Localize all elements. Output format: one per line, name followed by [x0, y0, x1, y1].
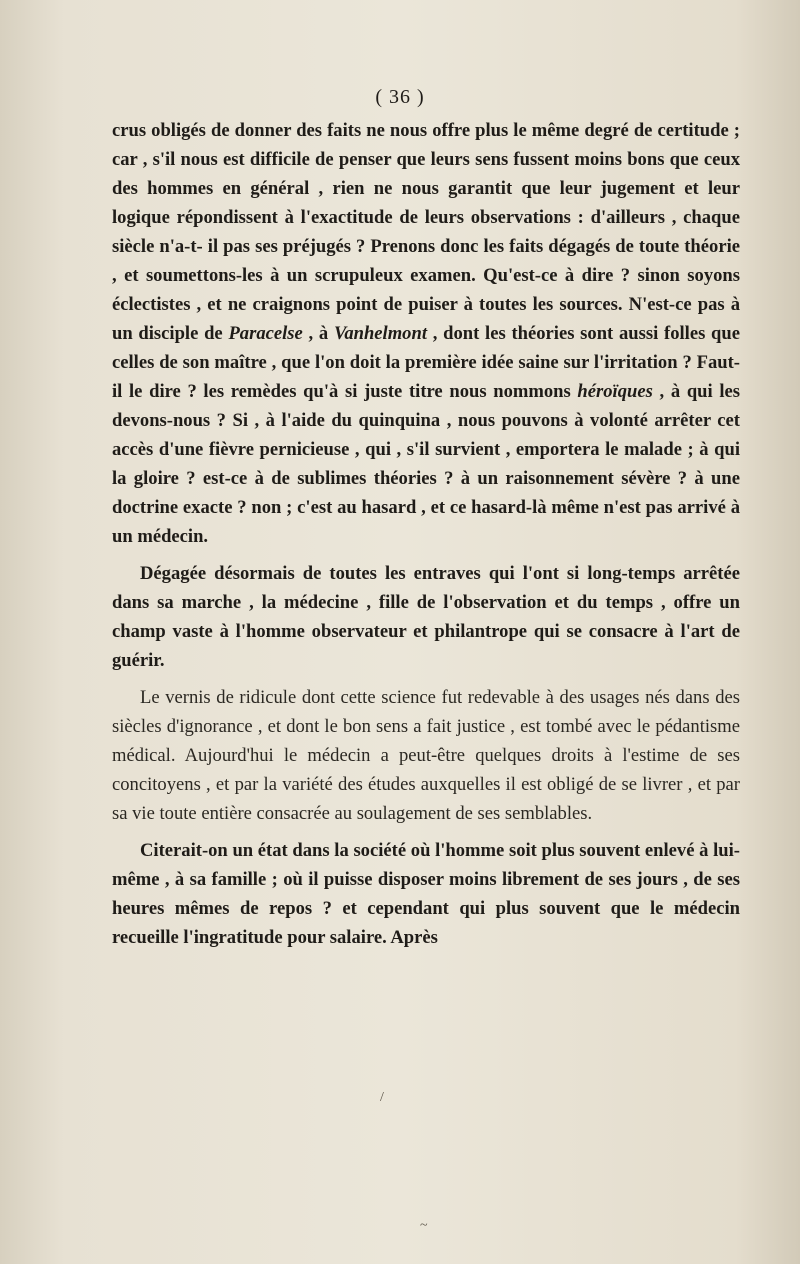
paragraph-4: Citerait-on un état dans la société où l'homme soit plus souvent enlevé à lui-même , à sa famille ; où il puisse disposer moins librement de ses jours , de ses heures mêmes de repos ? et cependant qui plus souvent que le médecin recueille l'ingratitude pour salaire. Après	[112, 840, 740, 948]
paragraph-1-text-b: , à	[302, 323, 334, 344]
paragraph-1-text-d: , à qui les devons-nous ? Si , à l'aide du quinquina , nous pouvons à volonté arrêter cet accès d'une fièvre pernicieuse , qui , s'il survient , emportera le malade ; à qui la gloire ? est-ce à de sublimes théories ? à un raisonnement sévère ? à une doctrine exacte ? non ; c'est au hasard , et ce hasard-là même n'est pas arrivé à un médecin.	[112, 381, 740, 547]
word-heroiques: héroïques	[577, 381, 653, 402]
paragraph-1-text-a: crus obligés de donner des faits ne nous offre plus le même degré de certitude ; car , s'il nous est difficile de penser que leurs sens fussent moins bons que ceux des hommes en général , rien ne nous garantit que leur jugement et leur logique répondissent à l'exactitude de leurs observations : d'ailleurs , chaque siècle n'a-t- il pas ses préjugés ? Prenons donc les faits dégagés de toute théorie , et soumettons-les à un scrupuleux examen. Qu'est-ce à dire ? sinon soyons éclectistes , et ne craignons point de puiser à toutes les sources. N'est-ce pas à un disciple de	[112, 120, 740, 344]
ink-speck: ~	[420, 1218, 428, 1233]
ink-speck: /	[380, 1090, 384, 1105]
page-number: ( 36 )	[375, 86, 425, 108]
paragraph-2: Dégagée désormais de toutes les entraves qui l'ont si long-temps arrêtée dans sa marche , la médecine , fille de l'observation et du temps , offre un champ vaste à l'homme observateur et philantrope qui se consacre à l'art de guérir.	[112, 563, 740, 671]
paragraph-3: Le vernis de ridicule dont cette science fut redevable à des usages nés dans des siècles d'ignorance , et dont le bon sens a fait justice , est tombé avec le pédantisme médical. Aujourd'hui le médecin a peut-être quelques droits à l'estime de ses concitoyens , et par la variété des études auxquelles il est obligé de se livrer , et par sa vie toute entière consacrée au soulagement de ses semblables.	[112, 687, 740, 824]
name-paracelse: Paracelse	[228, 323, 303, 344]
paragraph-1-text-c: , dont les théories sont aussi folles que celles de son maître , que l'on doit la première idée saine sur l'irritation ? Faut-il le dire ? les remèdes qu'à si juste titre nous nommons	[112, 323, 740, 402]
body-text	[112, 116, 740, 952]
paragraph-1	[112, 116, 740, 551]
name-vanhelmont: Vanhelmont	[333, 323, 427, 344]
